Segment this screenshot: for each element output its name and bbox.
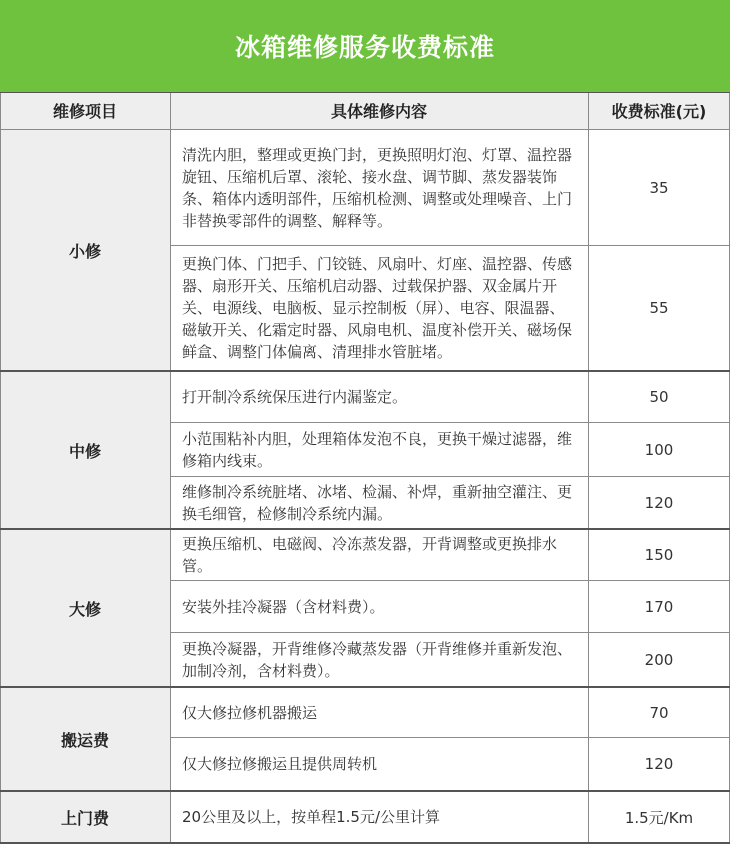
row-price: 200 [644,650,674,669]
row-content: 维修制冷系统脏堵、冰堵、检漏、补焊，重新抽空灌注、更换毛细管，检修制冷系统内漏。 [182,482,573,523]
column-divider [588,92,589,844]
row-content: 清洗内胆，整理或更换门封，更换照明灯泡、灯罩、温控器旋钮、压缩机后罩、滚轮、接水盘、调节脚、蒸发器装饰条、箱体内透明部件，压缩机检测、调整或处理噪音、上门非替换零部件的调整、解释等。 [182,145,573,230]
row-divider [170,245,730,246]
row-divider [170,422,730,423]
row-price: 35 [649,178,669,197]
row-content: 小范围粘补内胆，处理箱体发泡不良，更换干燥过滤器，维修箱内线束。 [182,429,573,470]
row-content: 20公里及以上，按单程1.5元/公里计算 [182,808,440,826]
group-medium-repair: 中修 [0,372,170,528]
group-minor-repair: 小修 [0,130,170,370]
column-divider [170,92,171,844]
row-divider [170,632,730,633]
row-divider [170,476,730,477]
column-divider [0,92,1,844]
group-divider [0,129,730,130]
group-divider [0,92,730,93]
row-price: 1.5元/Km [624,808,694,827]
header-item: 维修项目 [0,92,170,129]
row-content: 更换门体、门把手、门铰链、风扇叶、灯座、温控器、传感器、扇形开关、压缩机启动器、过载保护器、双金属片开关、电源线、电脑板、显示控制板（屏）、电容、限温器、磁敏开关、化霜定时器、风扇电机、温度补偿开关、磁场保鲜盒、调整门体偏离、清理排水管脏堵。 [182,255,573,361]
row-divider [170,580,730,581]
group-major-repair: 大修 [0,530,170,686]
group-visit-fee: 上门费 [0,792,170,842]
row-content: 安装外挂冷凝器（含材料费）。 [182,597,385,616]
group-transport-fee: 搬运费 [0,688,170,790]
row-price: 120 [644,755,674,773]
row-price: 50 [649,388,669,406]
header-price: 收费标准(元) [588,92,730,129]
title-banner [0,0,730,92]
row-price: 150 [644,546,674,564]
row-content: 仅大修拉修机器搬运 [182,703,318,722]
page-title: 冰箱维修服务收费标准 [234,33,495,62]
row-content: 更换冷凝器，开背维修冷藏蒸发器（开背维修并重新发泡、加制冷剂，含材料费）。 [182,639,573,680]
row-content: 仅大修拉修搬运且提供周转机 [182,755,378,773]
group-divider [0,790,730,792]
row-price: 55 [649,299,669,317]
row-price: 120 [644,493,674,512]
group-divider [0,528,730,530]
row-price: 170 [644,597,674,616]
group-divider [0,370,730,372]
row-price: 70 [649,703,669,722]
header-content: 具体维修内容 [170,92,588,129]
row-content: 打开制冷系统保压进行内漏鉴定。 [182,388,408,406]
row-content: 更换压缩机、电磁阀、冷冻蒸发器，开背调整或更换排水管。 [182,535,558,575]
row-divider [170,737,730,738]
fee-table [0,92,730,846]
group-divider [0,842,730,844]
group-divider [0,686,730,688]
row-price: 100 [644,440,674,459]
